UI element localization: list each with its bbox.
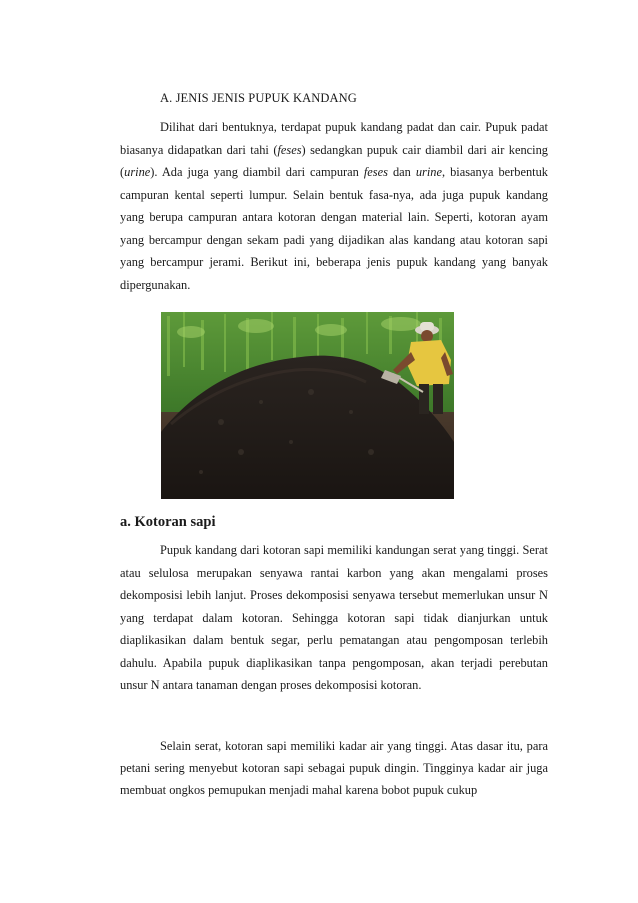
intro-italic-urine: urine	[124, 165, 151, 179]
subsection-heading: a. Kotoran sapi	[120, 514, 216, 530]
water-content-paragraph: Selain serat, kotoran sapi memiliki kadar air yang tinggi. Atas dasar itu, para petani sering menyebut kotoran sapi sebagai pupuk dingin. Tingginya kadar air juga membuat ongkos pemupukan menjadi mahal karena bobot pupuk cukup	[120, 739, 548, 798]
intro-italic-feses: feses	[277, 142, 302, 157]
intro-text-5: , biasanya berbentuk campuran kental seperti lumpur. Selain bentuk fasa-nya, ada juga pupuk kandang yang berupa campuran antara kotoran dengan material lain. Seperti, kotoran ayam yang bercampur dengan sekam padi yang dijadikan alas kandang atau kotoran sapi yang bercampur jerami. Berikut ini, beberapa jenis pupuk kandang yang banyak dipergunakan.	[120, 165, 548, 292]
intro-italic-urine-2: urine	[415, 165, 442, 179]
intro-text-4: dan	[387, 165, 416, 179]
intro-text-2: ) sedangkan pupuk cair diambil dari air kencing (	[120, 142, 549, 179]
section-heading: A. JENIS JENIS PUPUK KANDANG	[160, 91, 357, 105]
intro-text-3: ). Ada juga yang diambil dari campuran	[150, 165, 364, 179]
intro-paragraph	[120, 116, 548, 296]
compost-pile-photo	[161, 312, 454, 499]
intro-text-1: Dilihat dari bentuknya, terdapat pupuk kandang padat dan cair. Pupuk padat biasanya didapatkan dari tahi (	[120, 120, 548, 157]
intro-italic-feses-2: feses	[363, 165, 388, 179]
cow-manure-paragraph: Pupuk kandang dari kotoran sapi memiliki kandungan serat yang tinggi. Serat atau selulosa merupakan senyawa rantai karbon yang akan mengalami proses dekomposisi lebih lanjut. Proses dekomposisi senyawa tersebut memerlukan unsur N yang terdapat dalam kotoran. Sehingga kotoran sapi tidak dianjurkan untuk diaplikasikan dalam bentuk segar, perlu pematangan atau pengomposan terlebih dahulu. Apabila pupuk diaplikasikan tanpa pengomposan, akan terjadi perebutan unsur N antara tanaman dengan proses dekomposisi kotoran.	[120, 543, 548, 692]
